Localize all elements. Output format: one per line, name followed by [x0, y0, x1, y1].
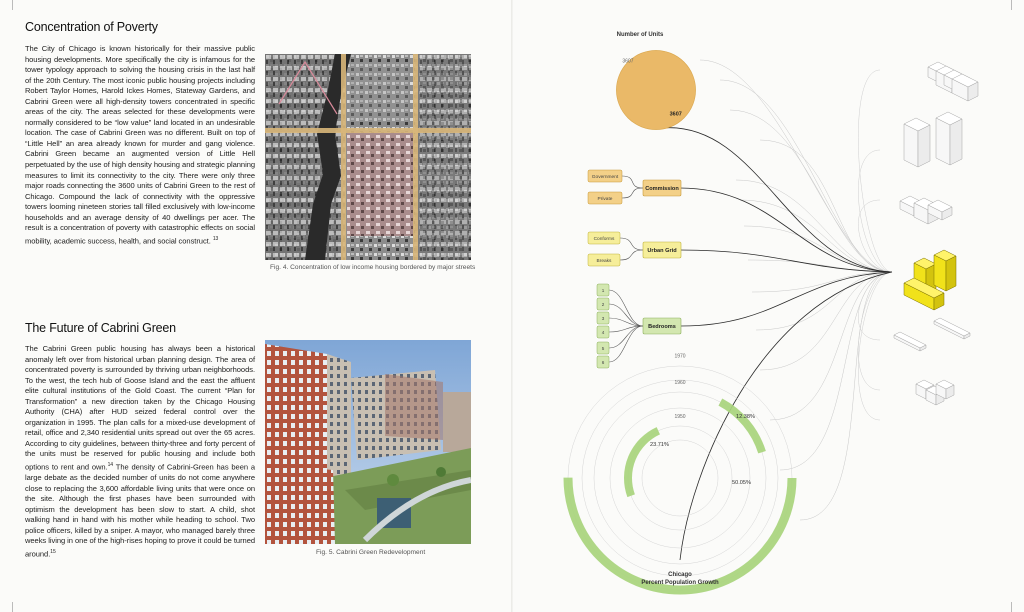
- factor-diagram: [588, 170, 681, 368]
- flow-line: [858, 272, 892, 390]
- building-icon-tower-front: [936, 118, 950, 165]
- flow-line-primary: [681, 272, 892, 326]
- aerial-photo: [265, 54, 471, 260]
- flow-line: [858, 70, 892, 272]
- flow-line: [858, 200, 892, 272]
- paragraph-text-a: The Cabrini Green public housing has always been a historical anomaly left over from historical urban planning design. The area of concentrated poverty is surrounded by thriving urban neighborhoods. To the west, the tech hub of Goose Island and the east the affluent elite cultural institutions of the Gold Coast. The current “Plan for Transformation” a new direction taken by the Chicago Housing Authority (CHA) after HUD seized federal control over the organization in 1995. The plan calls for a mixed-use development of retail, office and 2,340 residential units spread out over the 65 acres. According to city guidelines, between thirty-three and forty percent of the units must be reserved for public housing and include both options to rent and own.: [25, 344, 255, 472]
- flow-line: [770, 272, 892, 420]
- input-node-label: Private: [597, 197, 613, 202]
- figure-caption-redevelopment: Fig. 5. Cabrini Green Redevelopment: [316, 549, 426, 556]
- radial-value-label-1970: 50.05%: [732, 480, 751, 486]
- input-node-label: 6: [601, 360, 605, 365]
- node-link: [620, 250, 643, 260]
- population-growth-chart: [568, 354, 792, 591]
- paragraph-text: The City of Chicago is known historically for their massive public housing developments. More specifically the city is infamous for the tower typology approach to solving the housing crisis in the last half of the 20th Century. The most iconic public housing projects including Robert Taylor Homes, Harold Ickes Homes, Stateway Gardens, and Cabrini Green were all high-density towers concentrated in specific areas of the city. The areas selected for these developments were normally considered to be “low value” land located in an undesirable location. The case of Cabrini Green was no different. Built on top of “Little Hell” an area already known for murder and gang violence. Cabrini Green became an augmented version of Little Hell perpetuated by the use of high density housing and strategic planning measures to limit its connectivity to the city. There were only three major roads connecting the 3600 units of Cabrini Green to the rest of Chicago. Compound the lack of connectivity with the oppressive towers looming nineteen stories tall filled exclusively with low-income households and an average density of 40 dwellings per acer. The result is a concentration of poverty with catastrophic effects on social mobility, academic success, health, and social construct.: [25, 44, 255, 246]
- radial-year-label-1950: 1950: [674, 414, 686, 420]
- node-label-bedrooms: Bedrooms: [648, 324, 676, 331]
- flow-line: [720, 80, 892, 272]
- building-icon-tower-side: [918, 125, 930, 167]
- building-icons: [894, 62, 978, 405]
- paragraph-concentration: [25, 44, 255, 247]
- flow-line: [700, 60, 892, 272]
- node-link: [609, 326, 643, 362]
- building-icon-highlight-front: [934, 255, 946, 291]
- flow-line: [760, 272, 892, 370]
- radial-value-label-1950: 23.71%: [650, 442, 669, 448]
- flow-line: [780, 272, 892, 470]
- flow-lines: [662, 60, 892, 560]
- bubble-chart-title: Number of Units: [616, 32, 664, 38]
- node-link: [622, 176, 643, 188]
- node-group-bedrooms: [597, 284, 681, 368]
- building-icon-tower-front: [904, 124, 918, 167]
- radial-bar-1950: [628, 431, 658, 496]
- paragraph-text-b: The density of Cabrini-Green has been a large debate as the decided number of units do not come anywhere close to replacing the 3,600 affordable living units that were once on the site. Although the first phases have been surrounded with optimism the development has been slow to start. A child, shot walking hand in hand with his mother while heading to school. Two police officers, killed by a sniper. A mayor, who managed barely three weeks living in one of the high-rises hoping to prove it could be turned around.: [25, 462, 255, 559]
- input-node-label: 2: [601, 302, 605, 307]
- input-node-label: Breaks: [596, 259, 612, 264]
- input-node-label: 1: [601, 288, 605, 293]
- building-icon-highlight-side: [946, 256, 956, 291]
- bubble-value-label: 3607: [669, 111, 682, 118]
- radial-gridline: [582, 380, 778, 576]
- flow-line: [736, 180, 892, 272]
- building-icon-tower-side: [950, 119, 962, 165]
- radial-chart-title: Chicago: [668, 572, 692, 578]
- node-label-urban-grid: Urban Grid: [647, 248, 677, 255]
- paragraph-future: [25, 344, 255, 560]
- node-link: [609, 290, 643, 326]
- section-title-concentration: Concentration of Poverty: [25, 20, 158, 34]
- radial-year-label-1970: 1970: [674, 353, 686, 360]
- node-group-urban-grid: [588, 232, 681, 266]
- flow-line: [730, 110, 892, 272]
- input-node-label: Government: [591, 175, 619, 180]
- flow-line: [858, 272, 892, 340]
- flow-line: [760, 140, 892, 272]
- bubble-scale-label: 3607: [622, 58, 634, 65]
- input-node-label: Conforms: [593, 237, 615, 242]
- radial-value-label-1960: 12.38%: [736, 414, 755, 420]
- node-link: [609, 304, 643, 326]
- section-title-future: The Future of Cabrini Green: [25, 321, 176, 335]
- node-link: [620, 238, 643, 250]
- input-node-label: 3: [601, 316, 605, 321]
- footnote-ref: 14: [107, 462, 114, 469]
- input-node-label: 4: [601, 330, 605, 335]
- node-label-commission: Commission: [645, 186, 679, 193]
- flow-line: [858, 272, 892, 420]
- redevelopment-photo: [265, 340, 471, 544]
- footnote-ref: 15: [50, 548, 56, 555]
- flow-line: [740, 200, 892, 272]
- radial-year-label-1960: 1960: [674, 380, 686, 386]
- node-group-commission: [588, 170, 681, 204]
- radial-chart-subtitle: Percent Population Growth: [641, 580, 719, 586]
- node-link: [622, 188, 643, 198]
- building-icon-slab-top: [934, 318, 970, 336]
- input-node-label: 5: [601, 346, 605, 351]
- footnote-ref: 13: [212, 235, 219, 242]
- flow-line: [858, 150, 892, 272]
- figure-caption-aerial: Fig. 4. Concentration of low income housing bordered by major streets: [270, 264, 476, 271]
- radial-gridline: [642, 440, 718, 516]
- crop-mark: [12, 0, 13, 10]
- crop-mark: [12, 602, 13, 612]
- radial-bar-1960: [720, 402, 762, 452]
- units-bubble-chart: [616, 32, 695, 130]
- infographic: [512, 0, 1024, 612]
